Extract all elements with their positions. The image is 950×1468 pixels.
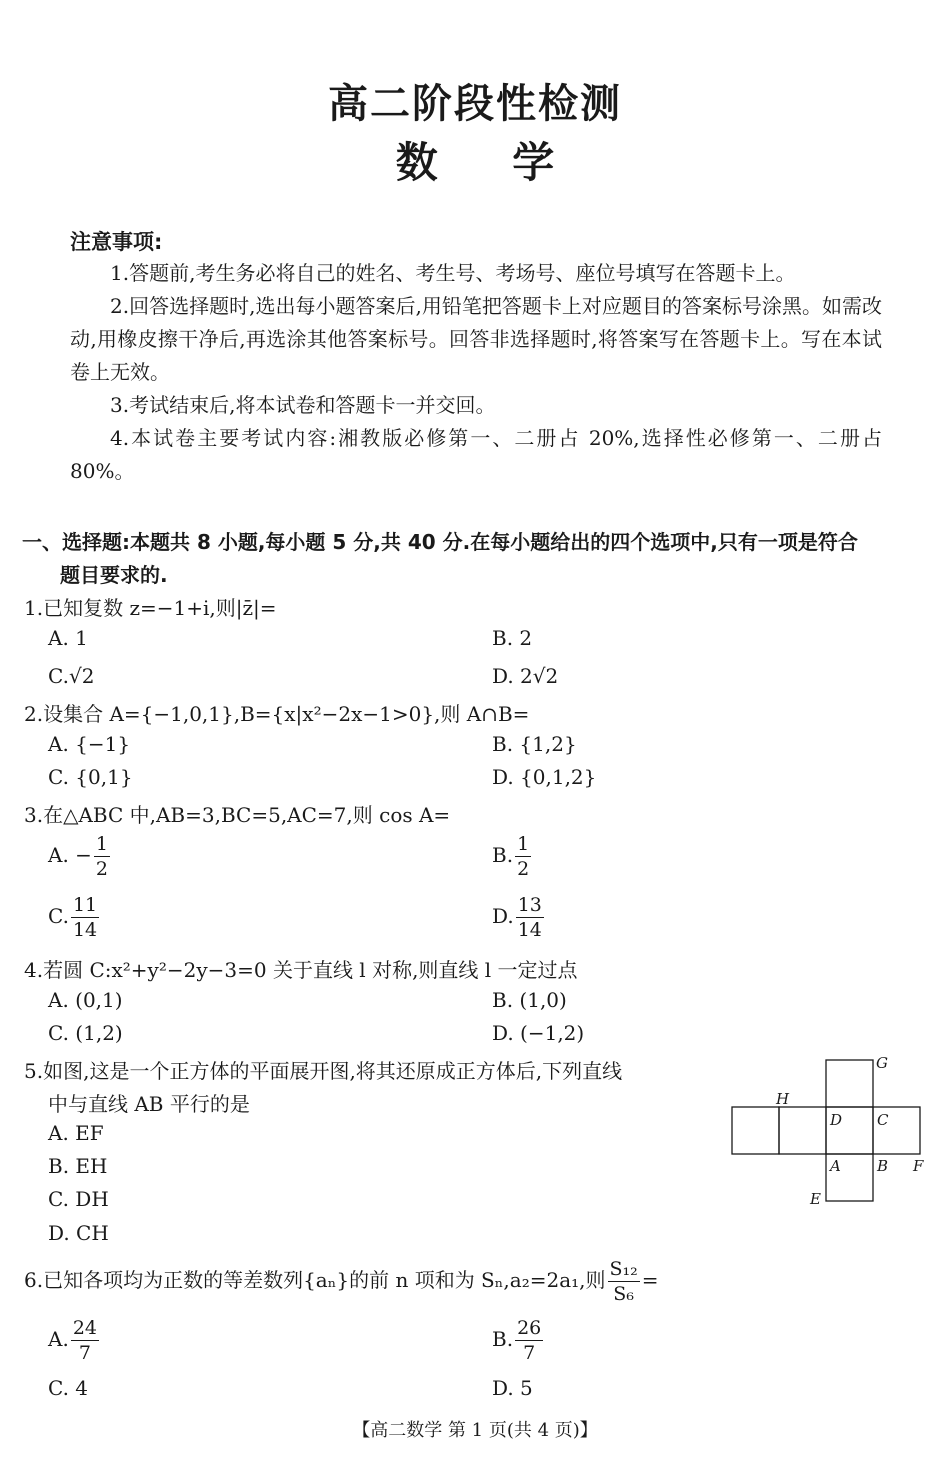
fraction-numerator: 24: [72, 1317, 97, 1339]
q1-option-b: B. 2: [492, 626, 533, 650]
q6-option-b-fraction: [515, 1316, 543, 1365]
q3-option-c-fraction: [71, 893, 99, 942]
q2-option-d: D. {0,1,2}: [492, 765, 597, 789]
fraction-denominator: 14: [72, 919, 98, 941]
q5-option-b: B. EH: [48, 1154, 108, 1178]
q3-option-a-fraction: [94, 832, 110, 881]
q6-stem-fraction: [608, 1257, 640, 1306]
question-1-stem: 1.已知复数 z=−1+i,则|z̄|=: [24, 596, 277, 620]
question-3-stem: 3.在△ABC 中,AB=3,BC=5,AC=7,则 cos A=: [24, 803, 451, 827]
question-4-stem: 4.若圆 C:x²+y²−2y−3=0 关于直线 l 对称,则直线 l 一定过点: [24, 958, 578, 982]
q4-option-a: A. (0,1): [48, 988, 123, 1012]
net-square-left-1: [732, 1107, 779, 1154]
q4-option-b: B. (1,0): [492, 988, 567, 1012]
q6-option-c: C. 4: [48, 1376, 89, 1400]
fraction-numerator: 1: [95, 833, 109, 855]
subject-title: 数 学: [395, 138, 555, 187]
label-H: H: [776, 1090, 790, 1108]
q6-option-d: D. 5: [492, 1376, 533, 1400]
label-E: E: [810, 1190, 821, 1208]
label-D: D: [830, 1111, 843, 1129]
notice-item-1: 1.答题前,考生务必将自己的姓名、考生号、考场号、座位号填写在答题卡上。: [110, 261, 796, 285]
q5-option-c: C. DH: [48, 1187, 109, 1211]
q3-option-d: [492, 893, 546, 942]
fraction-denominator: 7: [523, 1342, 536, 1364]
net-square-top: [826, 1060, 873, 1107]
q6-option-a-label: A.: [48, 1327, 69, 1351]
label-B: B: [877, 1157, 889, 1175]
q3-option-b-label: B.: [492, 843, 514, 867]
question-5-stem-cont: 中与直线 AB 平行的是: [48, 1092, 250, 1116]
cube-net-figure: [724, 1050, 944, 1215]
section-heading: 一、选择题:本题共 8 小题,每小题 5 分,共 40 分.在每小题给出的四个选项中,只有一项是符合: [22, 530, 858, 554]
q6-option-b-label: B.: [492, 1327, 514, 1351]
fraction-numerator: 13: [517, 894, 542, 916]
fraction-denominator: 2: [95, 858, 109, 880]
fraction-denominator: S₆: [613, 1283, 634, 1305]
q3-option-a-label: A. −: [48, 843, 92, 867]
q6-stem-text: 6.已知各项均为正数的等差数列{aₙ}的前 n 项和为 Sₙ,a₂=2a₁,则: [24, 1268, 606, 1292]
q4-option-d: D. (−1,2): [492, 1021, 585, 1045]
q5-option-d: D. CH: [48, 1221, 109, 1245]
q2-option-b: B. {1,2}: [492, 732, 577, 756]
notice-item-4: 4.本试卷主要考试内容:湘教版必修第一、二册占 20%,选择性必修第一、二册占 80%。: [70, 426, 882, 483]
q3-option-a: [48, 832, 112, 881]
q3-option-c-label: C.: [48, 904, 69, 928]
q6-option-a: [48, 1316, 101, 1365]
label-C: C: [877, 1111, 889, 1129]
label-F: F: [913, 1157, 924, 1175]
notice-item-3: 3.考试结束后,将本试卷和答题卡一并交回。: [110, 393, 496, 417]
q1-option-a: A. 1: [48, 626, 88, 650]
fraction-numerator: S₁₂: [609, 1258, 638, 1280]
q6-option-a-fraction: [71, 1316, 99, 1365]
page-title: 高二阶段性检测: [328, 81, 622, 127]
question-5-stem: 5.如图,这是一个正方体的平面展开图,将其还原成正方体后,下列直线: [24, 1059, 623, 1083]
q1-option-d: D. 2√2: [492, 664, 559, 688]
fraction-numerator: 26: [517, 1317, 542, 1339]
page-footer: 【高二数学 第 1 页(共 4 页)】: [352, 1420, 598, 1441]
q1-option-c: C.√2: [48, 664, 95, 688]
notice-item-2: 2.回答选择题时,选出每小题答案后,用铅笔把答题卡上对应题目的答案标号涂黑。如需改动,用橡皮擦干净后,再选涂其他答案标号。回答非选择题时,将答案写在答题卡上。写在本试卷上无效。: [70, 294, 882, 384]
q2-option-c: C. {0,1}: [48, 765, 133, 789]
q5-option-a: A. EF: [48, 1121, 104, 1145]
q3-option-b: [492, 832, 533, 881]
notice-heading: 注意事项:: [70, 230, 163, 254]
fraction-denominator: 14: [517, 919, 542, 941]
fraction-denominator: 7: [78, 1342, 91, 1364]
q2-option-a: A. {−1}: [48, 732, 131, 756]
q3-option-b-fraction: [515, 832, 531, 881]
label-G: G: [876, 1054, 888, 1072]
q6-stem-equals: =: [641, 1268, 659, 1292]
question-2-stem: 2.设集合 A={−1,0,1},B={x|x²−2x−1>0},则 A∩B=: [24, 702, 530, 726]
fraction-numerator: 11: [72, 894, 98, 916]
q6-option-b: [492, 1316, 545, 1365]
question-6-stem: [24, 1257, 659, 1306]
fraction-numerator: 1: [517, 833, 530, 855]
q3-option-c: [48, 893, 101, 942]
q4-option-c: C. (1,2): [48, 1021, 123, 1045]
fraction-denominator: 2: [517, 858, 530, 880]
q3-option-d-fraction: [516, 893, 544, 942]
section-heading-cont: 题目要求的.: [60, 563, 168, 587]
label-A: A: [830, 1157, 841, 1175]
net-square-left-2: [779, 1107, 826, 1154]
q3-option-d-label: D.: [492, 904, 514, 928]
